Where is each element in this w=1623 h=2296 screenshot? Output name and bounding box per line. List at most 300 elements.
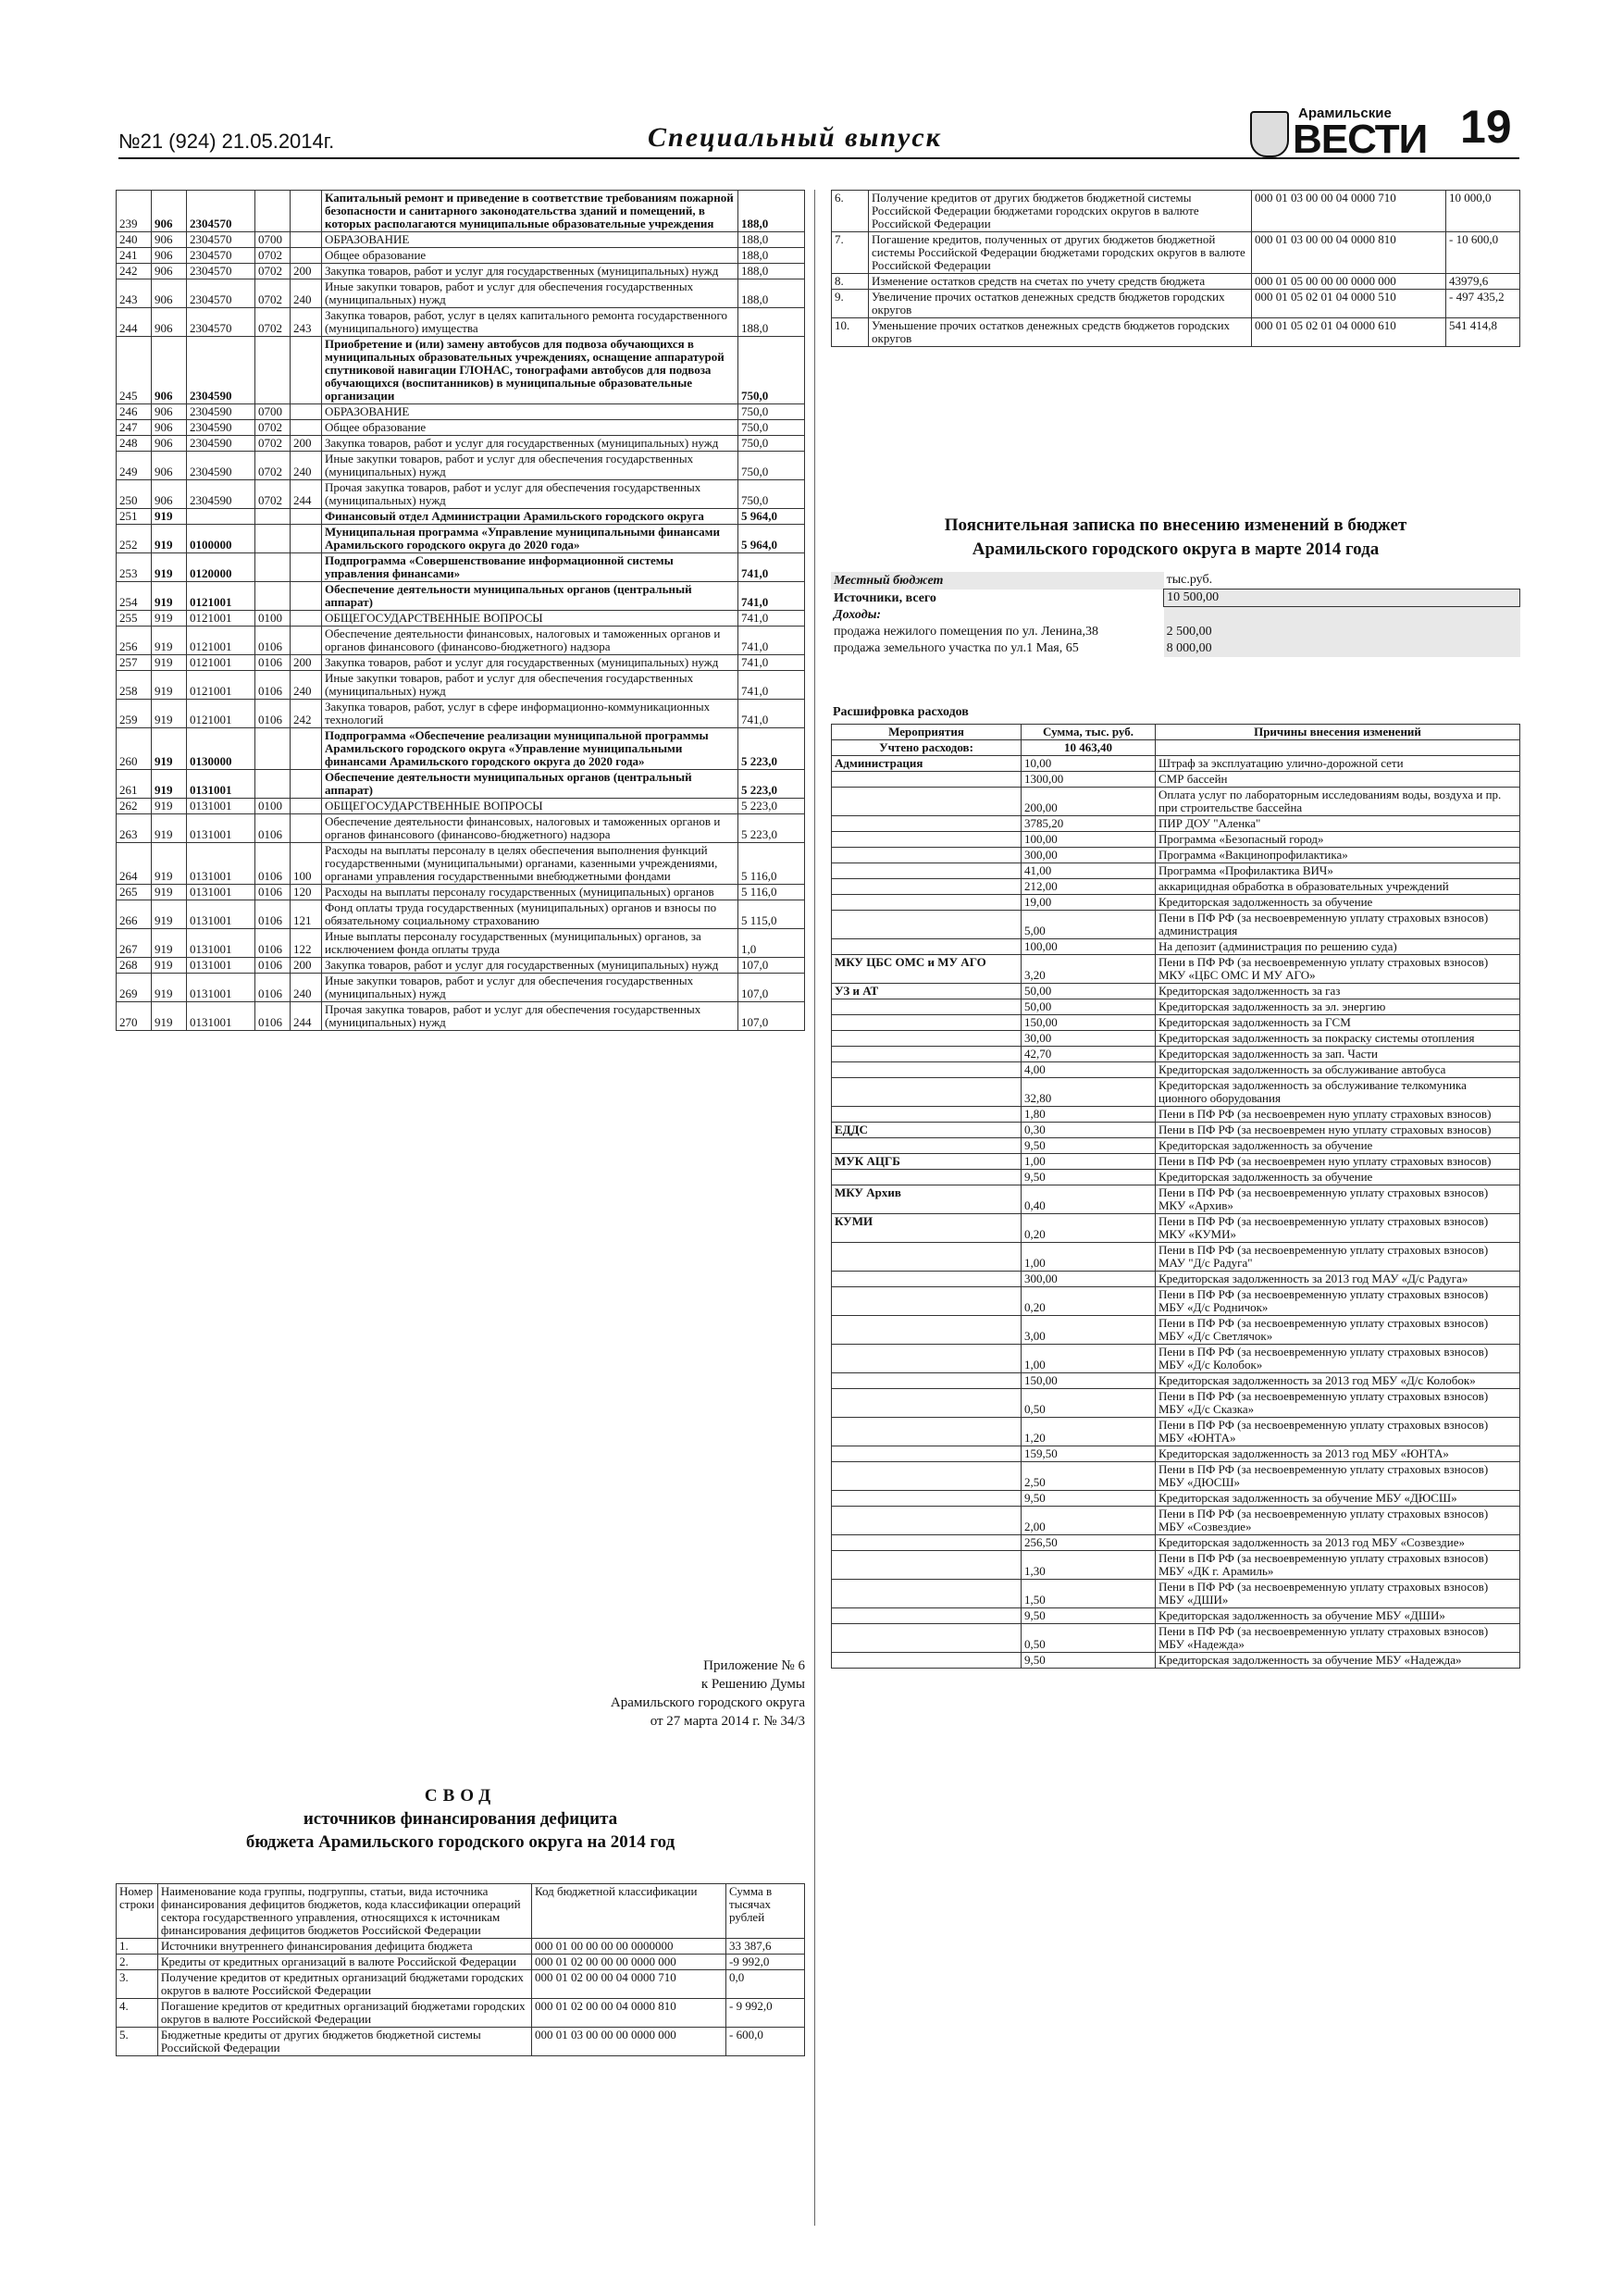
chapter-code: 919 — [152, 700, 187, 728]
change-reason: Кредиторская задолженность за 2013 год МБУ «Д/с Колобок» — [1156, 1373, 1520, 1389]
change-reason: Пени в ПФ РФ (за несвоевременную уплату страховых взносов) МБУ «ЮНТА» — [1156, 1418, 1520, 1446]
target-code: 0121001 — [187, 655, 255, 671]
row-amount: 741,0 — [738, 671, 805, 700]
section-code: 0702 — [255, 452, 291, 480]
explanatory-title-line2: Арамильского городского округа в марте 2014 года — [972, 540, 1380, 559]
row-description: Подпрограмма «Обеспечение реализации муниципальной программы Арамильского городского округа «Управление муниципальными финансами Арамильского городского округа до 2020 года» — [322, 728, 738, 770]
chapter-code: 906 — [152, 279, 187, 308]
organization — [832, 1373, 1022, 1389]
appendix-note — [518, 1657, 805, 1731]
organization — [832, 895, 1022, 911]
row-amount: 5 223,0 — [738, 770, 805, 799]
table-row — [832, 1047, 1520, 1062]
table-row — [117, 308, 805, 337]
counted-label: Учтено расходов: — [832, 740, 1022, 756]
expense-type: 200 — [291, 958, 322, 974]
section-code: 0702 — [255, 279, 291, 308]
table-row — [832, 939, 1520, 955]
table-row — [832, 863, 1520, 879]
table-row — [832, 1272, 1520, 1287]
target-code: 0100000 — [187, 525, 255, 553]
row-description: Иные выплаты персоналу государственных (муниципальных) органов, за исключением фонда оплаты труда — [322, 929, 738, 958]
table-row — [117, 627, 805, 655]
row-description: Обеспечение деятельности муниципальных органов (центральный аппарат) — [322, 770, 738, 799]
target-code: 0120000 — [187, 553, 255, 582]
row-amount: 1,0 — [738, 929, 805, 958]
target-code: 0121001 — [187, 627, 255, 655]
row-number: 1. — [117, 1939, 158, 1955]
target-code: 2304570 — [187, 191, 255, 232]
row-amount: 188,0 — [738, 264, 805, 279]
change-reason: Пени в ПФ РФ (за несвоевременную уплату страховых взносов) МКУ «КУМИ» — [1156, 1214, 1520, 1243]
table-row — [117, 404, 805, 420]
row-amount: 750,0 — [738, 404, 805, 420]
expense-sum: 0,50 — [1022, 1624, 1156, 1653]
row-number: 258 — [117, 671, 152, 700]
table-row — [832, 1154, 1520, 1170]
target-code: 0121001 — [187, 671, 255, 700]
target-code: 2304570 — [187, 264, 255, 279]
table-row — [117, 885, 805, 900]
sources-value: 10 500,00 — [1164, 590, 1520, 607]
row-amount: 33 387,6 — [726, 1939, 805, 1955]
table-row — [117, 1939, 805, 1955]
row-description: Фонд оплаты труда государственных (муниципальных) органов и взносы по обязательному социальному страхованию — [322, 900, 738, 929]
expense-type — [291, 509, 322, 525]
table-row — [832, 191, 1520, 232]
row-description: Расходы на выплаты персоналу в целях обеспечения выполнения функций государственными (муниципальными) органами, казенными учреждениями, органами управления государственными внебюджетными фондами — [322, 843, 738, 885]
table-row — [117, 525, 805, 553]
table-row — [832, 1491, 1520, 1507]
change-reason: Пени в ПФ РФ (за несвоевремен ную уплату страховых взносов) — [1156, 1107, 1520, 1123]
row-amount: 741,0 — [738, 700, 805, 728]
organization — [832, 999, 1022, 1015]
organization — [832, 1418, 1022, 1446]
expense-sum: 32,80 — [1022, 1078, 1156, 1107]
expense-sum: 300,00 — [1022, 1272, 1156, 1287]
expense-type: 240 — [291, 671, 322, 700]
row-amount: 5 116,0 — [738, 885, 805, 900]
section-code — [255, 728, 291, 770]
table-row — [832, 1287, 1520, 1316]
table-row — [832, 274, 1520, 290]
expense-type — [291, 627, 322, 655]
svod-title — [116, 1784, 805, 1854]
row-description: Увеличение прочих остатков денежных средств бюджетов городских округов — [869, 290, 1252, 318]
section-code: 0106 — [255, 974, 291, 1002]
row-description: Финансовый отдел Администрации Арамильского городского округа — [322, 509, 738, 525]
table-row — [832, 1107, 1520, 1123]
expense-type: 200 — [291, 264, 322, 279]
row-number: 251 — [117, 509, 152, 525]
expense-sum: 0,20 — [1022, 1214, 1156, 1243]
section-code — [255, 553, 291, 582]
target-code: 2304590 — [187, 452, 255, 480]
change-reason: Кредиторская задолженность за обучение МБУ «ДШИ» — [1156, 1608, 1520, 1624]
organization — [832, 1345, 1022, 1373]
row-amount: - 9 992,0 — [726, 1999, 805, 2028]
row-description: Прочая закупка товаров, работ и услуг для обеспечения государственных (муниципальных) нужд — [322, 1002, 738, 1031]
row-number: 268 — [117, 958, 152, 974]
chapter-code: 919 — [152, 509, 187, 525]
table-row — [117, 1970, 805, 1999]
section-code: 0106 — [255, 929, 291, 958]
row-number: 8. — [832, 274, 869, 290]
expense-sum: 50,00 — [1022, 999, 1156, 1015]
expense-type — [291, 525, 322, 553]
change-reason: Программа «Безопасный город» — [1156, 832, 1520, 848]
organization — [832, 1624, 1022, 1653]
expense-sum: 10,00 — [1022, 756, 1156, 772]
table-row — [832, 1031, 1520, 1047]
row-description: Иные закупки товаров, работ и услуг для обеспечения государственных (муниципальных) нужд — [322, 671, 738, 700]
row-number: 245 — [117, 337, 152, 404]
unit-label: тыс.руб. — [1166, 573, 1213, 587]
table-row — [117, 611, 805, 627]
organization — [832, 1446, 1022, 1462]
income1-label: продажа нежилого помещения по ул. Ленина,38 — [834, 624, 1098, 639]
row-number: 270 — [117, 1002, 152, 1031]
sources-table-continued — [831, 190, 1520, 347]
table-row — [832, 318, 1520, 347]
table-row — [117, 799, 805, 814]
expense-sum: 0,50 — [1022, 1389, 1156, 1418]
row-description: Обеспечение деятельности финансовых, налоговых и таможенных органов и органов финансового (финансово-бюджетного) надзора — [322, 814, 738, 843]
expense-type — [291, 770, 322, 799]
income1-value: 2 500,00 — [1164, 624, 1520, 640]
organization — [832, 1608, 1022, 1624]
organization — [832, 863, 1022, 879]
table-row — [832, 1535, 1520, 1551]
table-row — [117, 279, 805, 308]
issue-info: №21 (924) 21.05.2014г. — [118, 130, 335, 153]
chapter-code: 919 — [152, 525, 187, 553]
chapter-code: 919 — [152, 770, 187, 799]
expense-sum: 3,20 — [1022, 955, 1156, 984]
row-number: 259 — [117, 700, 152, 728]
expense-type: 244 — [291, 480, 322, 509]
organization — [832, 816, 1022, 832]
section-code: 0106 — [255, 958, 291, 974]
table-row — [832, 788, 1520, 816]
row-amount: 5 964,0 — [738, 525, 805, 553]
expense-type — [291, 232, 322, 248]
chapter-code: 919 — [152, 974, 187, 1002]
row-amount: 107,0 — [738, 958, 805, 974]
section-code: 0702 — [255, 264, 291, 279]
expense-type: 121 — [291, 900, 322, 929]
svod-title2: источников финансирования дефицита — [303, 1809, 618, 1829]
row-amount: - 497 435,2 — [1446, 290, 1520, 318]
row-number: 247 — [117, 420, 152, 436]
section-code — [255, 770, 291, 799]
change-reason: Кредиторская задолженность за обучение МБУ «ДЮСШ» — [1156, 1491, 1520, 1507]
table-row — [117, 974, 805, 1002]
expense-type — [291, 611, 322, 627]
organization — [832, 1170, 1022, 1185]
table-row — [117, 452, 805, 480]
page-number: 19 — [1460, 101, 1512, 153]
expense-sum: 256,50 — [1022, 1535, 1156, 1551]
change-reason: Кредиторская задолженность за обучение МБУ «Надежда» — [1156, 1653, 1520, 1669]
section-title: Специальный выпуск — [648, 122, 942, 153]
row-amount: - 600,0 — [726, 2028, 805, 2056]
expense-type — [291, 337, 322, 404]
section-code — [255, 191, 291, 232]
row-description: Иные закупки товаров, работ и услуг для обеспечения государственных (муниципальных) нужд — [322, 279, 738, 308]
row-amount: 188,0 — [738, 248, 805, 264]
expense-type — [291, 814, 322, 843]
expense-sum: 30,00 — [1022, 1031, 1156, 1047]
expense-sum: 1,30 — [1022, 1551, 1156, 1580]
change-reason: Кредиторская задолженность за 2013 год МАУ «Д/с Радуга» — [1156, 1272, 1520, 1287]
row-description: ОБЩЕГОСУДАРСТВЕННЫЕ ВОПРОСЫ — [322, 611, 738, 627]
row-amount: 5 223,0 — [738, 814, 805, 843]
expense-type — [291, 799, 322, 814]
table-row — [832, 816, 1520, 832]
organization: УЗ и АТ — [832, 984, 1022, 999]
col-sum: Сумма, тыс. руб. — [1022, 725, 1156, 740]
table-row — [117, 248, 805, 264]
chapter-code: 919 — [152, 885, 187, 900]
row-number: 244 — [117, 308, 152, 337]
row-number: 255 — [117, 611, 152, 627]
section-code: 0702 — [255, 480, 291, 509]
row-number: 5. — [117, 2028, 158, 2056]
table-row — [832, 1373, 1520, 1389]
row-number: 254 — [117, 582, 152, 611]
row-amount: 5 223,0 — [738, 728, 805, 770]
organization — [832, 939, 1022, 955]
row-amount: 541 414,8 — [1446, 318, 1520, 347]
row-amount: 5 964,0 — [738, 509, 805, 525]
table-row — [832, 879, 1520, 895]
row-description: Изменение остатков средств на счетах по учету средств бюджета — [869, 274, 1252, 290]
row-description: Закупка товаров, работ и услуг для государственных (муниципальных) нужд — [322, 436, 738, 452]
table-row — [117, 814, 805, 843]
row-number: 257 — [117, 655, 152, 671]
row-amount: 741,0 — [738, 627, 805, 655]
table-row — [832, 1624, 1520, 1653]
budget-code: 000 01 05 02 01 04 0000 510 — [1252, 290, 1446, 318]
expense-sum: 41,00 — [1022, 863, 1156, 879]
change-reason: Пени в ПФ РФ (за несвоевременную уплату страховых взносов) МБУ «Д/с Сказка» — [1156, 1389, 1520, 1418]
section-code: 0106 — [255, 655, 291, 671]
target-code: 0131001 — [187, 900, 255, 929]
income-label: Доходы: — [834, 607, 882, 622]
organization — [832, 788, 1022, 816]
section-code: 0700 — [255, 232, 291, 248]
section-code: 0700 — [255, 404, 291, 420]
budget-code: 000 01 02 00 00 04 0000 710 — [532, 1970, 726, 1999]
table-row — [832, 1185, 1520, 1214]
section-code: 0106 — [255, 671, 291, 700]
section-code: 0106 — [255, 1002, 291, 1031]
expense-sum: 9,50 — [1022, 1170, 1156, 1185]
expense-sum: 2,50 — [1022, 1462, 1156, 1491]
budget-code: 000 01 02 00 00 04 0000 810 — [532, 1999, 726, 2028]
target-code: 0131001 — [187, 929, 255, 958]
row-number: 265 — [117, 885, 152, 900]
chapter-code: 906 — [152, 436, 187, 452]
row-description: ОБРАЗОВАНИЕ — [322, 232, 738, 248]
table-row — [117, 900, 805, 929]
row-description: Закупка товаров, работ, услуг в целях капитального ремонта государственного (муниципального) имущества — [322, 308, 738, 337]
row-description: Закупка товаров, работ, услуг в сфере информационно-коммуникационных технологий — [322, 700, 738, 728]
row-description: ОБРАЗОВАНИЕ — [322, 404, 738, 420]
row-description: Иные закупки товаров, работ и услуг для обеспечения государственных (муниципальных) нужд — [322, 974, 738, 1002]
target-code: 0131001 — [187, 799, 255, 814]
row-description: Погашение кредитов от кредитных организаций бюджетами городских округов в валюте Российской Федерации — [157, 1999, 531, 2028]
budget-code: 000 01 03 00 00 04 0000 810 — [1252, 232, 1446, 274]
chapter-code: 906 — [152, 480, 187, 509]
organization — [832, 1078, 1022, 1107]
change-reason: Оплата услуг по лабораторным исследованиям воды, воздуха и пр. при строительстве бассейна — [1156, 788, 1520, 816]
change-reason: Пени в ПФ РФ (за несвоевременную уплату страховых взносов) МКУ «ЦБС ОМС И МУ АГО» — [1156, 955, 1520, 984]
table-row — [832, 1507, 1520, 1535]
change-reason: На депозит (администрация по решению суда) — [1156, 939, 1520, 955]
expense-sum: 3785,20 — [1022, 816, 1156, 832]
table-row — [117, 509, 805, 525]
row-amount: 10 000,0 — [1446, 191, 1520, 232]
chapter-code: 906 — [152, 308, 187, 337]
target-code: 2304590 — [187, 480, 255, 509]
target-code: 0121001 — [187, 582, 255, 611]
income2-value: 8 000,00 — [1164, 640, 1520, 657]
svod-head-name: Наименование кода группы, подгруппы, статьи, вида источника финансирования дефицитов бюджетов, кода классификации операций сектора государственного управления, относящихся к источникам финансирования дефицитов бюджетов Российской Федерации — [157, 1884, 531, 1939]
change-reason: Кредиторская задолженность за ГСМ — [1156, 1015, 1520, 1031]
target-code: 0131001 — [187, 958, 255, 974]
section-code: 0100 — [255, 799, 291, 814]
change-reason: аккарицидная обработка в образовательных учреждений — [1156, 879, 1520, 895]
row-description: Подпрограмма «Совершенствование информационной системы управления финансами» — [322, 553, 738, 582]
row-number: 10. — [832, 318, 869, 347]
section-code: 0702 — [255, 420, 291, 436]
row-description: Прочая закупка товаров, работ и услуг для обеспечения государственных (муниципальных) нужд — [322, 480, 738, 509]
chapter-code: 906 — [152, 337, 187, 404]
expense-sum: 19,00 — [1022, 895, 1156, 911]
organization — [832, 1462, 1022, 1491]
budget-code: 000 01 05 02 01 04 0000 610 — [1252, 318, 1446, 347]
row-number: 260 — [117, 728, 152, 770]
row-number: 240 — [117, 232, 152, 248]
chapter-code: 919 — [152, 671, 187, 700]
chapter-code: 906 — [152, 264, 187, 279]
expense-type: 243 — [291, 308, 322, 337]
organization: ЕДДС — [832, 1123, 1022, 1138]
change-reason: Пени в ПФ РФ (за несвоевременную уплату страховых взносов) МБУ «Д/с Родничок» — [1156, 1287, 1520, 1316]
expense-sum: 1,50 — [1022, 1580, 1156, 1608]
table-row — [117, 436, 805, 452]
organization — [832, 1580, 1022, 1608]
table-row — [117, 420, 805, 436]
expense-sum: 150,00 — [1022, 1373, 1156, 1389]
organization — [832, 1507, 1022, 1535]
row-number: 241 — [117, 248, 152, 264]
row-number: 4. — [117, 1999, 158, 2028]
row-amount: 750,0 — [738, 420, 805, 436]
row-description: Общее образование — [322, 248, 738, 264]
row-amount: 188,0 — [738, 232, 805, 248]
expense-sum: 1,00 — [1022, 1345, 1156, 1373]
change-reason: Пени в ПФ РФ (за несвоевременную уплату страховых взносов) МБУ «Надежда» — [1156, 1624, 1520, 1653]
row-description: Обеспечение деятельности финансовых, налоговых и таможенных органов и органов финансового (финансово-бюджетного) надзора — [322, 627, 738, 655]
expense-type — [291, 553, 322, 582]
col-reasons: Причины внесения изменений — [1156, 725, 1520, 740]
newspaper-logo — [1245, 104, 1428, 162]
table-row — [117, 700, 805, 728]
chapter-code: 919 — [152, 582, 187, 611]
section-code: 0702 — [255, 308, 291, 337]
table-row — [832, 756, 1520, 772]
target-code: 2304590 — [187, 404, 255, 420]
table-row — [832, 1389, 1520, 1418]
expense-type — [291, 420, 322, 436]
row-amount: 750,0 — [738, 480, 805, 509]
organization: КУМИ — [832, 1214, 1022, 1243]
target-code: 0131001 — [187, 974, 255, 1002]
budget-code: 000 01 03 00 00 04 0000 710 — [1252, 191, 1446, 232]
row-number: 239 — [117, 191, 152, 232]
table-row — [117, 1955, 805, 1970]
organization: МКУ Архив — [832, 1185, 1022, 1214]
row-amount: 741,0 — [738, 553, 805, 582]
target-code: 2304570 — [187, 232, 255, 248]
organization — [832, 1031, 1022, 1047]
change-reason: Кредиторская задолженность за обслуживание автобуса — [1156, 1062, 1520, 1078]
table-row — [832, 1138, 1520, 1154]
table-row — [832, 1551, 1520, 1580]
row-number: 253 — [117, 553, 152, 582]
table-row — [832, 772, 1520, 788]
target-code: 2304570 — [187, 279, 255, 308]
table-row — [117, 958, 805, 974]
table-row — [117, 582, 805, 611]
row-description: Бюджетные кредиты от других бюджетов бюджетной системы Российской Федерации — [157, 2028, 531, 2056]
table-row — [117, 232, 805, 248]
expense-sum: 159,50 — [1022, 1446, 1156, 1462]
table-row — [117, 770, 805, 799]
expense-type: 200 — [291, 436, 322, 452]
row-description: ОБЩЕГОСУДАРСТВЕННЫЕ ВОПРОСЫ — [322, 799, 738, 814]
row-amount: -9 992,0 — [726, 1955, 805, 1970]
table-row — [117, 553, 805, 582]
table-row — [832, 1170, 1520, 1185]
appendix-line1: Приложение № 6 — [703, 1658, 805, 1673]
table-row — [832, 1580, 1520, 1608]
target-code: 0121001 — [187, 700, 255, 728]
row-number: 269 — [117, 974, 152, 1002]
counted-value: 10 463,40 — [1022, 740, 1156, 756]
row-number: 252 — [117, 525, 152, 553]
row-amount: 5 115,0 — [738, 900, 805, 929]
section-code — [255, 337, 291, 404]
svod-table — [116, 1883, 805, 2056]
explanatory-note-title — [831, 514, 1520, 562]
row-number: 2. — [117, 1955, 158, 1970]
target-code: 0131001 — [187, 885, 255, 900]
organization — [832, 1107, 1022, 1123]
row-amount: 750,0 — [738, 337, 805, 404]
organization — [832, 1551, 1022, 1580]
row-description: Уменьшение прочих остатков денежных средств бюджетов городских округов — [869, 318, 1252, 347]
organization — [832, 848, 1022, 863]
row-description: Закупка товаров, работ и услуг для государственных (муниципальных) нужд — [322, 958, 738, 974]
chapter-code: 919 — [152, 553, 187, 582]
expense-type — [291, 582, 322, 611]
expense-type: 240 — [291, 279, 322, 308]
change-reason: Кредиторская задолженность за газ — [1156, 984, 1520, 999]
